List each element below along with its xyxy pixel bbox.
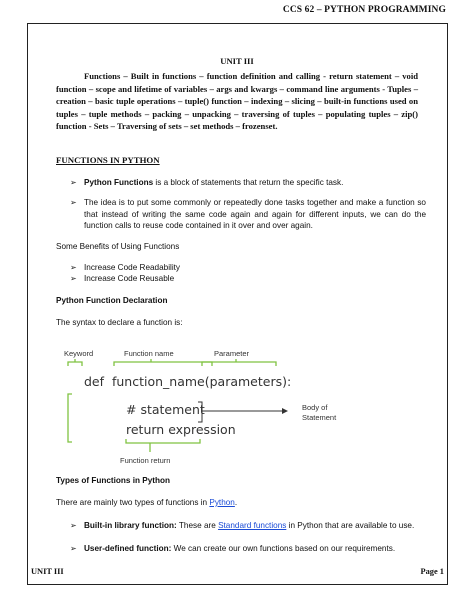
benefit-item: ➢ Increase Code Reusable xyxy=(70,274,175,283)
standard-functions-link[interactable]: Standard functions xyxy=(218,521,287,530)
function-name-label: Function name xyxy=(124,349,174,358)
bullet-user-defined: ➢ User-defined function: We can create our own functions based on our requirements. xyxy=(70,544,396,553)
types-title: Types of Functions in Python xyxy=(56,476,171,485)
python-link[interactable]: Python xyxy=(209,498,235,507)
bullet-idea xyxy=(70,197,426,232)
syntax-intro: The syntax to declare a function is: xyxy=(56,318,183,327)
function-syntax-diagram xyxy=(56,340,416,468)
unit-title: UNIT III xyxy=(220,56,254,66)
indent-bracket xyxy=(68,394,72,442)
code-line-def: def function_name(parameters): xyxy=(84,374,292,389)
benefits-title: Some Benefits of Using Functions xyxy=(56,242,180,251)
function-return-label: Function return xyxy=(120,456,171,465)
section-heading: FUNCTIONS IN PYTHON xyxy=(56,155,160,165)
page-header: CCS 62 – PYTHON PROGRAMMING xyxy=(282,5,446,15)
body-label-line2: Statement xyxy=(302,413,337,422)
code-line-statement: # statement xyxy=(126,402,205,417)
idea-text: The idea is to put some commonly or repeatedly done tasks together and make a function so that instead of writing the same code again and again for different inputs, we can do the function calls to reuse code contained in it over and over again. xyxy=(84,198,426,231)
bullet-builtin: ➢ Built-in library function: These are Standard functions in Python that are available to use. xyxy=(70,521,415,530)
definition-text: is a block of statements that return the specific task. xyxy=(153,178,344,187)
types-intro: There are mainly two types of functions in Python. xyxy=(56,498,238,507)
declaration-title: Python Function Declaration xyxy=(56,296,168,305)
arrow-bullet-icon: ➢ xyxy=(70,263,77,272)
bullet-definition xyxy=(70,177,424,189)
arrow-bullet-icon: ➢ xyxy=(70,198,77,207)
parameter-label: Parameter xyxy=(214,349,250,358)
code-line-return: return expression xyxy=(126,422,236,437)
benefit-item: ➢ Increase Code Readability xyxy=(70,263,181,272)
keyword-label: Keyword xyxy=(64,349,94,358)
builtin-term: Built-in library function: xyxy=(84,521,177,530)
arrow-bullet-icon: ➢ xyxy=(70,544,77,553)
syllabus-paragraph: Functions – Built in functions – function definition and calling - return statement – void function – scope and lifetime of variables – args and kwargs – command line arguments - Tuples – creation – basic tuple operations – tuple() function – indexing – slicing – built-in functions used on tuples – tuple methods – packing – unpacking – traversing of tuples – populating tuples – zip() function - Sets – Traversing of sets – set methods – frozenset. xyxy=(56,71,418,132)
footer-page-number: Page 1 xyxy=(420,567,444,576)
definition-term: Python Functions xyxy=(84,178,154,187)
arrow-head-icon xyxy=(282,408,288,414)
footer-unit: UNIT III xyxy=(31,567,64,576)
arrow-bullet-icon: ➢ xyxy=(70,521,77,530)
body-label-line1: Body of xyxy=(302,403,328,412)
top-brackets xyxy=(68,359,276,366)
arrow-bullet-icon: ➢ xyxy=(70,274,77,283)
return-bracket xyxy=(126,439,200,443)
user-term: User-defined function: xyxy=(84,544,172,553)
arrow-bullet-icon: ➢ xyxy=(70,178,77,187)
